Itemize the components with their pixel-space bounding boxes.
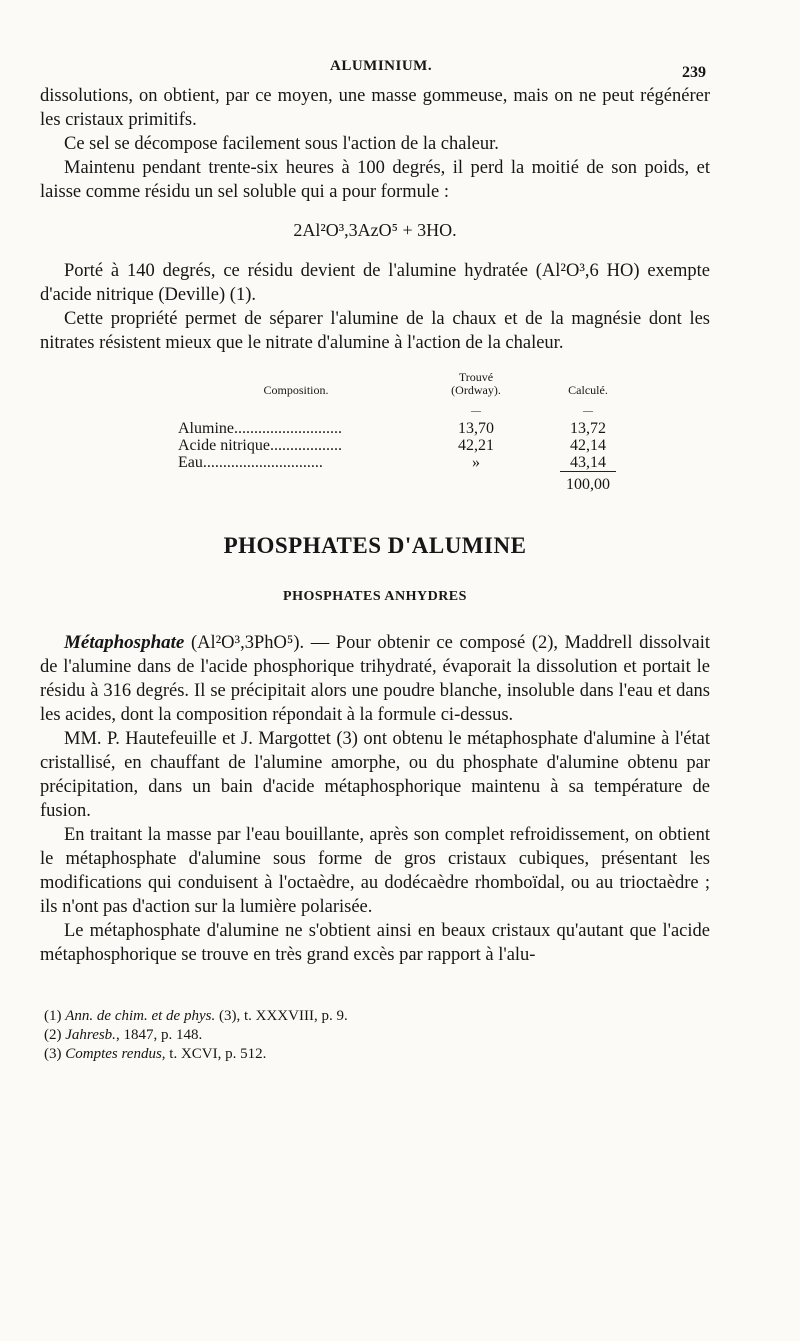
footnote-2: (2) Jahresb., 1847, p. 148. <box>44 1027 203 1043</box>
row-trouve: 13,70 <box>458 420 494 437</box>
row-label: Alumine........................... <box>178 420 342 437</box>
col-composition: Composition. <box>263 383 329 397</box>
paragraph-3: Maintenu pendant trente-six heures à 100 degrés, il perd la moitié de son poids, et laisse comme résidu un sel soluble qui a pour formule : <box>40 158 710 202</box>
metaphosphate-term: Métaphosphate <box>64 632 185 653</box>
page-number: 239 <box>682 64 706 81</box>
table-row <box>172 454 644 471</box>
row-trouve: 42,21 <box>458 437 494 454</box>
table-row <box>172 420 644 437</box>
col-calcule: Calculé. <box>568 383 608 397</box>
paragraph-9: Le métaphosphate d'alumine ne s'obtient ainsi en beaux cristaux qu'autant que l'acide métaphosphorique se trouve en très grand excès par rapport à l'alu- <box>40 921 710 965</box>
table-total-row <box>172 471 644 493</box>
footnote-1: (1) Ann. de chim. et de phys. (3), t. XXXVIII, p. 9. <box>44 1008 348 1024</box>
composition-table <box>172 371 644 493</box>
sep-dash-trouve: — <box>471 406 481 417</box>
table-row <box>172 437 644 454</box>
footnotes <box>40 1007 710 1064</box>
section-title: PHOSPHATES D'ALUMINE <box>223 533 527 558</box>
running-title: ALUMINIUM. <box>330 58 433 74</box>
row-label: Acide nitrique.................. <box>178 437 342 454</box>
chemical-formula: 2Al²O³,3AzO⁵ + 3HO. <box>293 220 457 240</box>
paragraph-6 <box>40 631 710 727</box>
table-sep-row <box>172 403 644 420</box>
row-calcule: 13,72 <box>570 420 606 437</box>
col-trouve <box>420 371 532 403</box>
paragraph-8: En traitant la masse par l'eau bouillante, après son complet refroidissement, on obtient le métaphosphate d'alumine sous forme de gros cristaux cubiques, présentant les modifications qui conduisent à l'octaèdre, au dodécaèdre rhomboïdal, ou au trioctaèdre ; ils n'ont pas d'action sur la lumière polarisée. <box>40 825 710 917</box>
sep-dash-calcule: — <box>583 406 593 417</box>
row-calcule: 43,14 <box>570 454 606 471</box>
footnote-3: (3) Comptes rendus, t. XCVI, p. 512. <box>44 1046 267 1062</box>
row-trouve: » <box>472 454 480 471</box>
subsection-title: PHOSPHATES ANHYDRES <box>283 589 467 604</box>
table-header-row <box>172 371 644 403</box>
col-trouve-line1: Trouvé <box>458 370 494 384</box>
paragraph-4: Porté à 140 degrés, ce résidu devient de l'alumine hydratée (Al²O³,6 HO) exempte d'acide nitrique (Deville) (1). <box>40 261 710 305</box>
page-header <box>0 58 800 82</box>
row-label: Eau.............................. <box>178 454 323 471</box>
paragraph-7: MM. P. Hautefeuille et J. Margottet (3) ont obtenu le métaphosphate d'alumine à l'état cristallisé, en chauffant de l'alumine amorphe, ou du phosphate d'alumine obtenu par précipitation, dans un bain d'acide métaphosphorique maintenu à sa température de fusion. <box>40 729 710 821</box>
page-body <box>40 84 710 1064</box>
paragraph-2: Ce sel se décompose facilement sous l'action de la chaleur. <box>64 134 499 154</box>
paragraph-1: dissolutions, on obtient, par ce moyen, une masse gommeuse, mais on ne peut régénérer les cristaux primitifs. <box>40 86 710 130</box>
paragraph-6-text: (Al²O³,3PhO⁵). — Pour obtenir ce composé (2), Maddrell dissolvait de l'alumine dans de l'acide phosphorique trihydraté, évaporait la dissolution et portait le résidu à 316 degrés. Il se précipitait alors une poudre blanche, insoluble dans l'eau et dans les acides, dont la composition répondait à la formule ci-dessus. <box>40 633 710 725</box>
paragraph-5: Cette propriété permet de séparer l'alumine de la chaux et de la magnésie dont les nitrates résistent mieux que le nitrate d'alumine à l'action de la chaleur. <box>40 309 710 353</box>
row-calcule: 42,14 <box>570 437 606 454</box>
col-trouve-line2: (Ordway). <box>451 383 501 397</box>
table-total: 100,00 <box>560 471 616 493</box>
